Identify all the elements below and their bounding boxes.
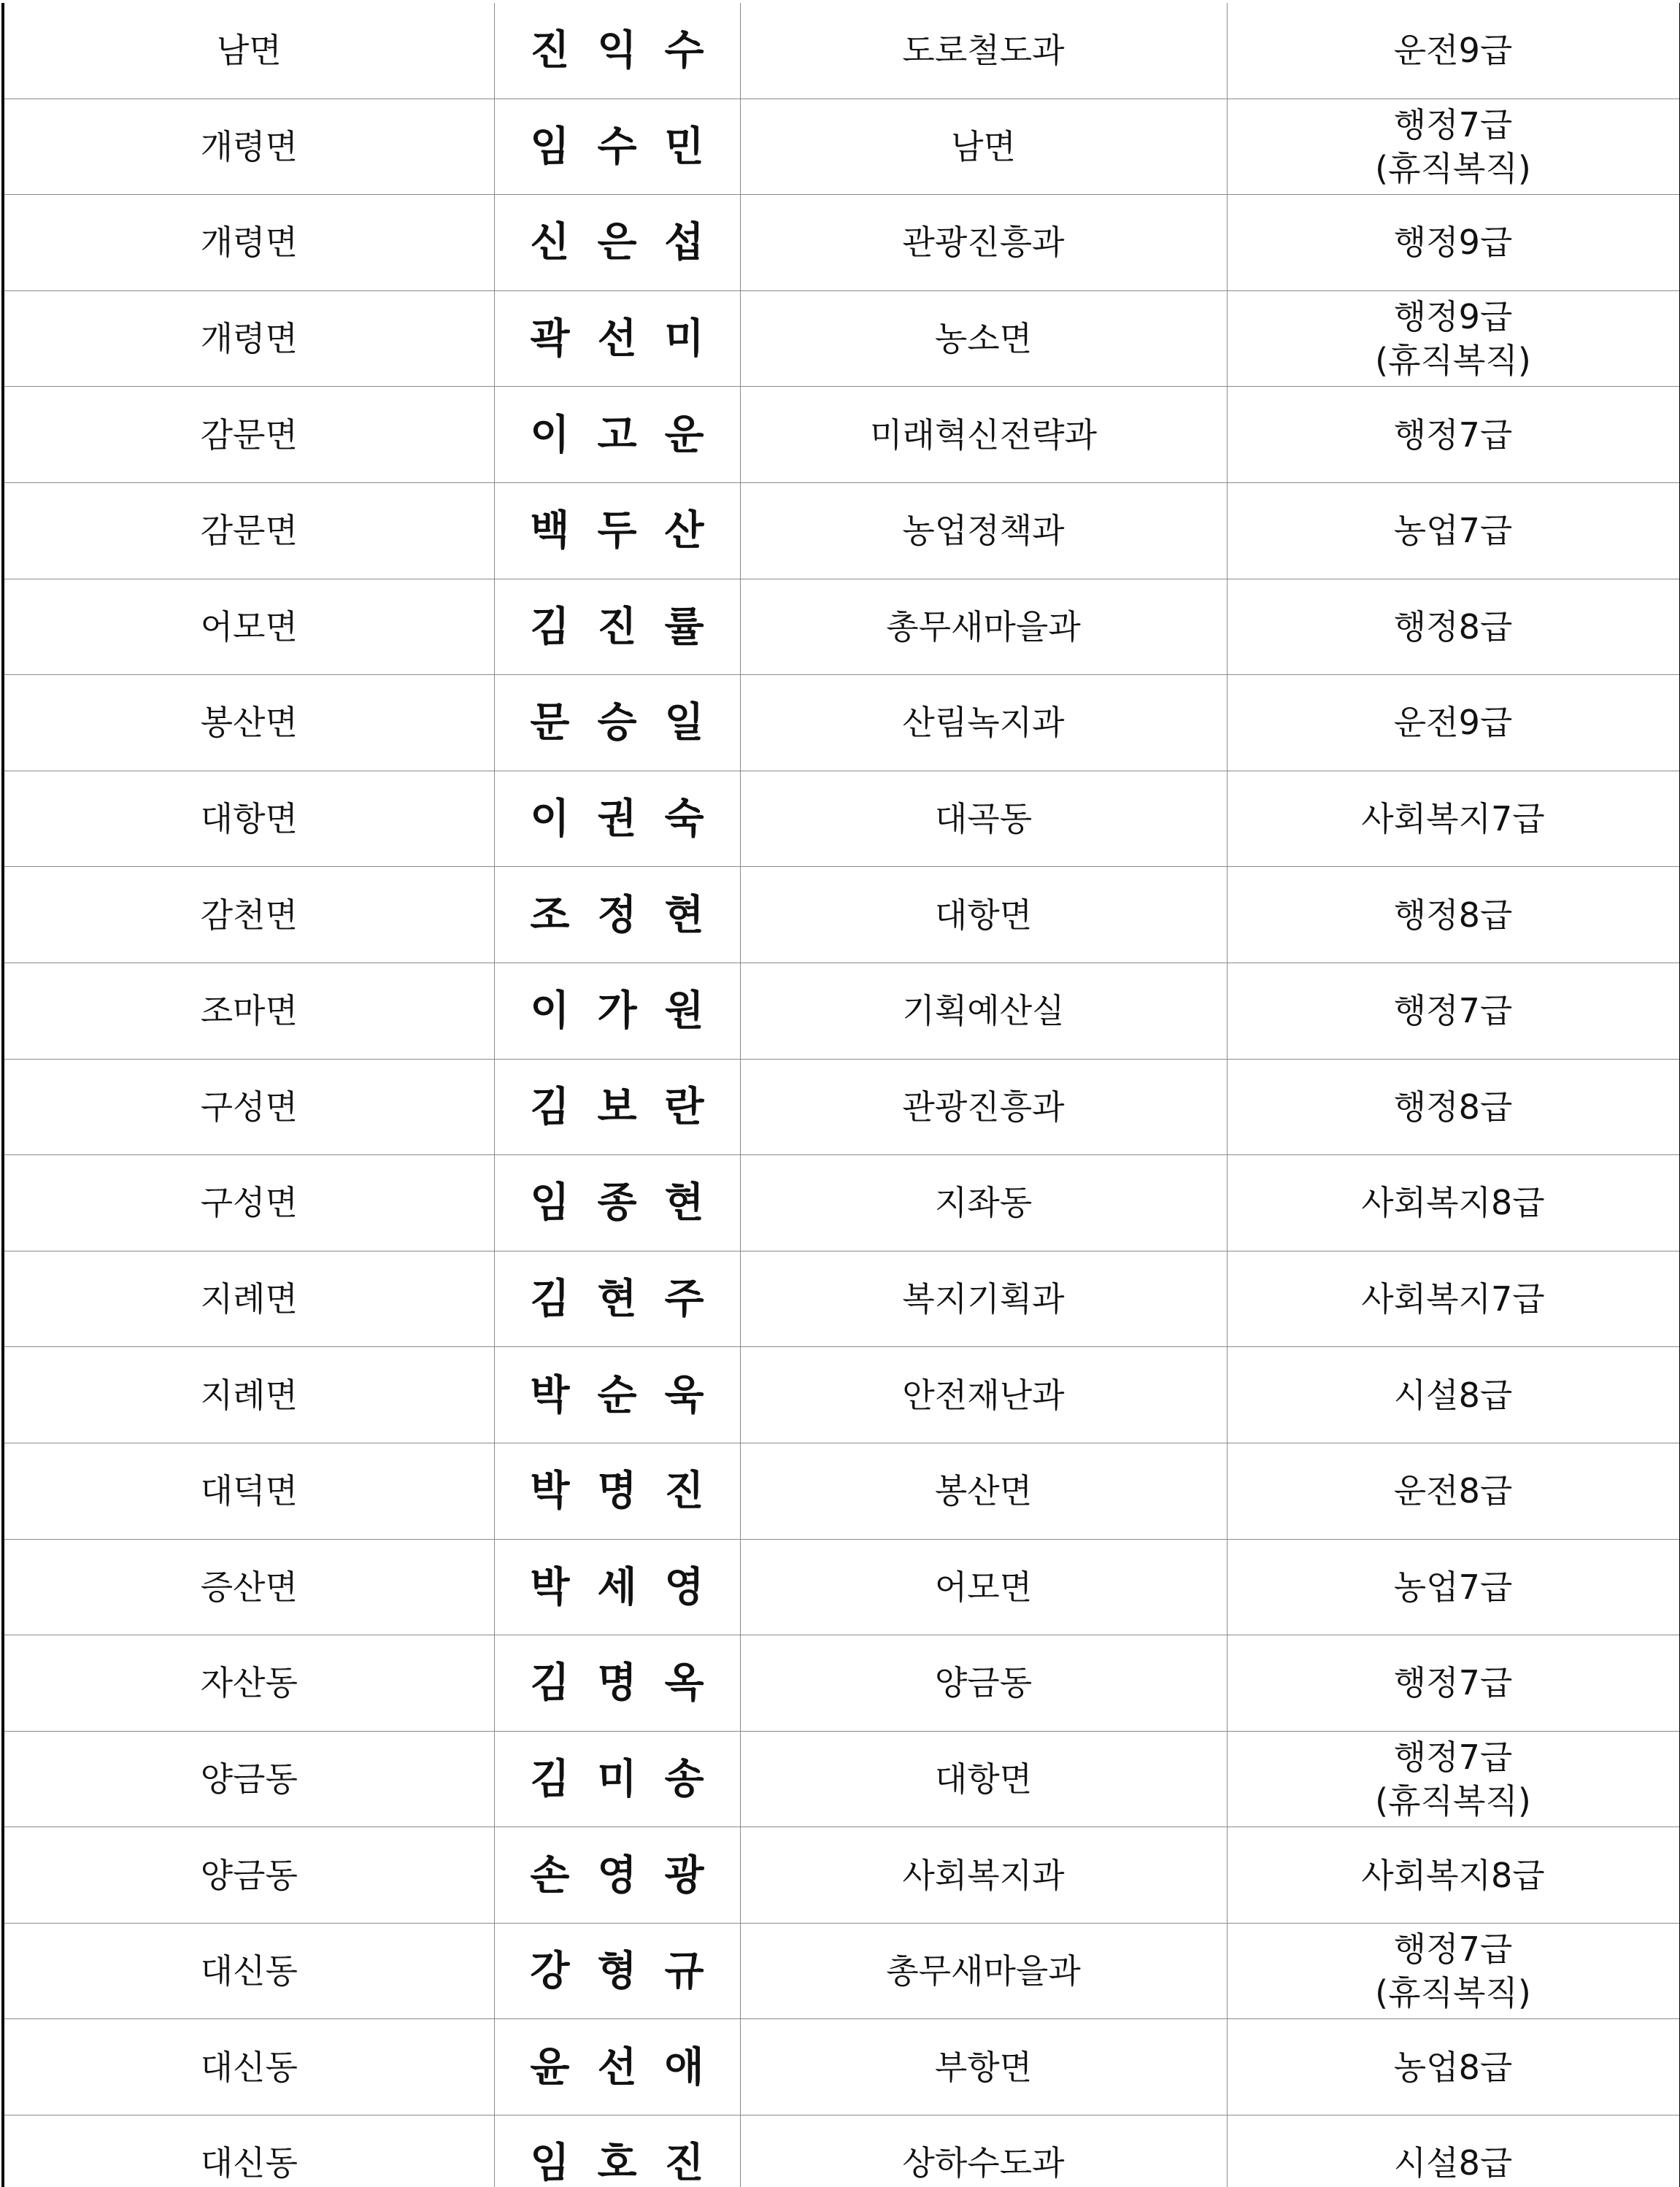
previous-department-cell: 사회복지과: [740, 1827, 1227, 1924]
assigned-unit-cell: 대신동: [3, 2115, 494, 2187]
previous-department-cell: 총무새마을과: [740, 579, 1227, 675]
job-grade-cell: [1227, 195, 1680, 291]
previous-department-cell: 안전재난과: [740, 1347, 1227, 1443]
table-row: [3, 1539, 1680, 1635]
job-grade-cell: [1227, 1731, 1680, 1827]
table-row: [3, 1155, 1680, 1251]
previous-department-cell: 부항면: [740, 2019, 1227, 2115]
previous-department-cell: 총무새마을과: [740, 1923, 1227, 2019]
job-grade-text: 농업8급: [1393, 2047, 1513, 2087]
previous-department-cell: 상하수도과: [740, 2115, 1227, 2187]
assigned-unit-cell: 대항면: [3, 771, 494, 867]
person-name-cell: 이가원: [494, 963, 740, 1059]
personnel-roster-table: [1, 3, 1680, 2187]
person-name-cell: 박명진: [494, 1443, 740, 1539]
job-grade-text: 사회복지7급: [1361, 799, 1545, 839]
person-name-cell: 임수민: [494, 99, 740, 195]
person-name-cell: 김진률: [494, 579, 740, 675]
assigned-unit-cell: 감문면: [3, 482, 494, 579]
assigned-unit-cell: 지례면: [3, 1347, 494, 1443]
assigned-unit-cell: 구성면: [3, 1155, 494, 1251]
job-grade-cell: [1227, 675, 1680, 771]
table-row: [3, 963, 1680, 1059]
job-grade-text: 행정9급: [1393, 297, 1513, 337]
job-grade-cell: [1227, 963, 1680, 1059]
job-grade-text: 운전9급: [1393, 703, 1513, 743]
previous-department-cell: 양금동: [740, 1635, 1227, 1732]
assigned-unit-cell: 대신동: [3, 2019, 494, 2115]
job-grade-cell: [1227, 1155, 1680, 1251]
job-grade-cell: [1227, 1539, 1680, 1635]
previous-department-cell: 대항면: [740, 1731, 1227, 1827]
previous-department-cell: 복지기획과: [740, 1251, 1227, 1347]
person-name-cell: 김보란: [494, 1059, 740, 1155]
job-grade-cell: [1227, 867, 1680, 963]
previous-department-cell: 기획예산실: [740, 963, 1227, 1059]
grade-note-text: (휴직복직): [1375, 1781, 1531, 1821]
job-grade-cell: [1227, 99, 1680, 195]
grade-note-text: (휴직복직): [1375, 1973, 1531, 2013]
job-grade-cell: [1227, 482, 1680, 579]
person-name-cell: 문승일: [494, 675, 740, 771]
job-grade-cell: [1227, 1827, 1680, 1924]
previous-department-cell: 미래혁신전략과: [740, 387, 1227, 483]
person-name-cell: 조정현: [494, 867, 740, 963]
assigned-unit-cell: 감천면: [3, 867, 494, 963]
assigned-unit-cell: 대신동: [3, 1923, 494, 2019]
job-grade-text: 운전9급: [1393, 31, 1513, 71]
person-name-cell: 임종현: [494, 1155, 740, 1251]
assigned-unit-cell: 개령면: [3, 195, 494, 291]
table-row: [3, 387, 1680, 483]
job-grade-cell: [1227, 1347, 1680, 1443]
assigned-unit-cell: 감문면: [3, 387, 494, 483]
roster-body: [3, 3, 1680, 2187]
previous-department-cell: 농소면: [740, 290, 1227, 387]
job-grade-text: 사회복지8급: [1361, 1183, 1545, 1223]
person-name-cell: 박순욱: [494, 1347, 740, 1443]
job-grade-text: 행정7급: [1393, 414, 1513, 455]
job-grade-text: 사회복지7급: [1361, 1279, 1545, 1319]
table-row: [3, 1635, 1680, 1732]
person-name-cell: 박세영: [494, 1539, 740, 1635]
person-name-cell: 이권숙: [494, 771, 740, 867]
job-grade-cell: [1227, 1923, 1680, 2019]
job-grade-cell: [1227, 579, 1680, 675]
job-grade-cell: [1227, 1251, 1680, 1347]
job-grade-text: 시설8급: [1393, 1375, 1513, 1415]
assigned-unit-cell: 남면: [3, 3, 494, 99]
previous-department-cell: 농업정책과: [740, 482, 1227, 579]
job-grade-text: 행정8급: [1393, 606, 1513, 647]
previous-department-cell: 관광진흥과: [740, 195, 1227, 291]
table-row: [3, 1923, 1680, 2019]
job-grade-text: 시설8급: [1393, 2143, 1513, 2183]
table-row: [3, 1827, 1680, 1924]
grade-note-text: (휴직복직): [1375, 341, 1531, 381]
job-grade-cell: [1227, 387, 1680, 483]
table-row: [3, 771, 1680, 867]
previous-department-cell: 남면: [740, 99, 1227, 195]
table-row: [3, 867, 1680, 963]
table-row: [3, 482, 1680, 579]
previous-department-cell: 도로철도과: [740, 3, 1227, 99]
person-name-cell: 신은섭: [494, 195, 740, 291]
person-name-cell: 김현주: [494, 1251, 740, 1347]
person-name-cell: 김미송: [494, 1731, 740, 1827]
job-grade-cell: [1227, 1443, 1680, 1539]
previous-department-cell: 산림녹지과: [740, 675, 1227, 771]
table-row: [3, 290, 1680, 387]
person-name-cell: 이고운: [494, 387, 740, 483]
assigned-unit-cell: 조마면: [3, 963, 494, 1059]
person-name-cell: 곽선미: [494, 290, 740, 387]
assigned-unit-cell: 봉산면: [3, 675, 494, 771]
table-row: [3, 2019, 1680, 2115]
job-grade-text: 운전8급: [1393, 1471, 1513, 1511]
person-name-cell: 김명옥: [494, 1635, 740, 1732]
table-row: [3, 1251, 1680, 1347]
job-grade-cell: [1227, 3, 1680, 99]
person-name-cell: 윤선애: [494, 2019, 740, 2115]
table-row: [3, 1347, 1680, 1443]
job-grade-text: 사회복지8급: [1361, 1855, 1545, 1895]
job-grade-cell: [1227, 2019, 1680, 2115]
job-grade-cell: [1227, 1059, 1680, 1155]
job-grade-text: 행정7급: [1393, 991, 1513, 1031]
assigned-unit-cell: 양금동: [3, 1731, 494, 1827]
person-name-cell: 백두산: [494, 482, 740, 579]
previous-department-cell: 관광진흥과: [740, 1059, 1227, 1155]
table-row: [3, 99, 1680, 195]
job-grade-cell: [1227, 290, 1680, 387]
assigned-unit-cell: 개령면: [3, 290, 494, 387]
job-grade-text: 농업7급: [1393, 1567, 1513, 1607]
person-name-cell: 손영광: [494, 1827, 740, 1924]
table-row: [3, 579, 1680, 675]
previous-department-cell: 지좌동: [740, 1155, 1227, 1251]
assigned-unit-cell: 대덕면: [3, 1443, 494, 1539]
person-name-cell: 임호진: [494, 2115, 740, 2187]
table-row: [3, 195, 1680, 291]
table-row: [3, 3, 1680, 99]
job-grade-text: 행정8급: [1393, 1087, 1513, 1127]
assigned-unit-cell: 어모면: [3, 579, 494, 675]
table-row: [3, 1443, 1680, 1539]
previous-department-cell: 대항면: [740, 867, 1227, 963]
assigned-unit-cell: 자산동: [3, 1635, 494, 1732]
assigned-unit-cell: 지례면: [3, 1251, 494, 1347]
job-grade-text: 행정8급: [1393, 895, 1513, 935]
assigned-unit-cell: 양금동: [3, 1827, 494, 1924]
previous-department-cell: 어모면: [740, 1539, 1227, 1635]
job-grade-text: 농업7급: [1393, 511, 1513, 551]
job-grade-text: 행정7급: [1393, 104, 1513, 144]
assigned-unit-cell: 구성면: [3, 1059, 494, 1155]
table-row: [3, 1059, 1680, 1155]
assigned-unit-cell: 증산면: [3, 1539, 494, 1635]
job-grade-cell: [1227, 2115, 1680, 2187]
previous-department-cell: 대곡동: [740, 771, 1227, 867]
table-row: [3, 675, 1680, 771]
person-name-cell: 강형규: [494, 1923, 740, 2019]
previous-department-cell: 봉산면: [740, 1443, 1227, 1539]
job-grade-text: 행정9급: [1393, 223, 1513, 263]
table-row: [3, 2115, 1680, 2187]
grade-note-text: (휴직복직): [1375, 148, 1531, 188]
job-grade-text: 행정7급: [1393, 1663, 1513, 1703]
person-name-cell: 진익수: [494, 3, 740, 99]
job-grade-text: 행정7급: [1393, 1929, 1513, 1970]
job-grade-text: 행정7급: [1393, 1737, 1513, 1777]
job-grade-cell: [1227, 1635, 1680, 1732]
table-row: [3, 1731, 1680, 1827]
job-grade-cell: [1227, 771, 1680, 867]
assigned-unit-cell: 개령면: [3, 99, 494, 195]
